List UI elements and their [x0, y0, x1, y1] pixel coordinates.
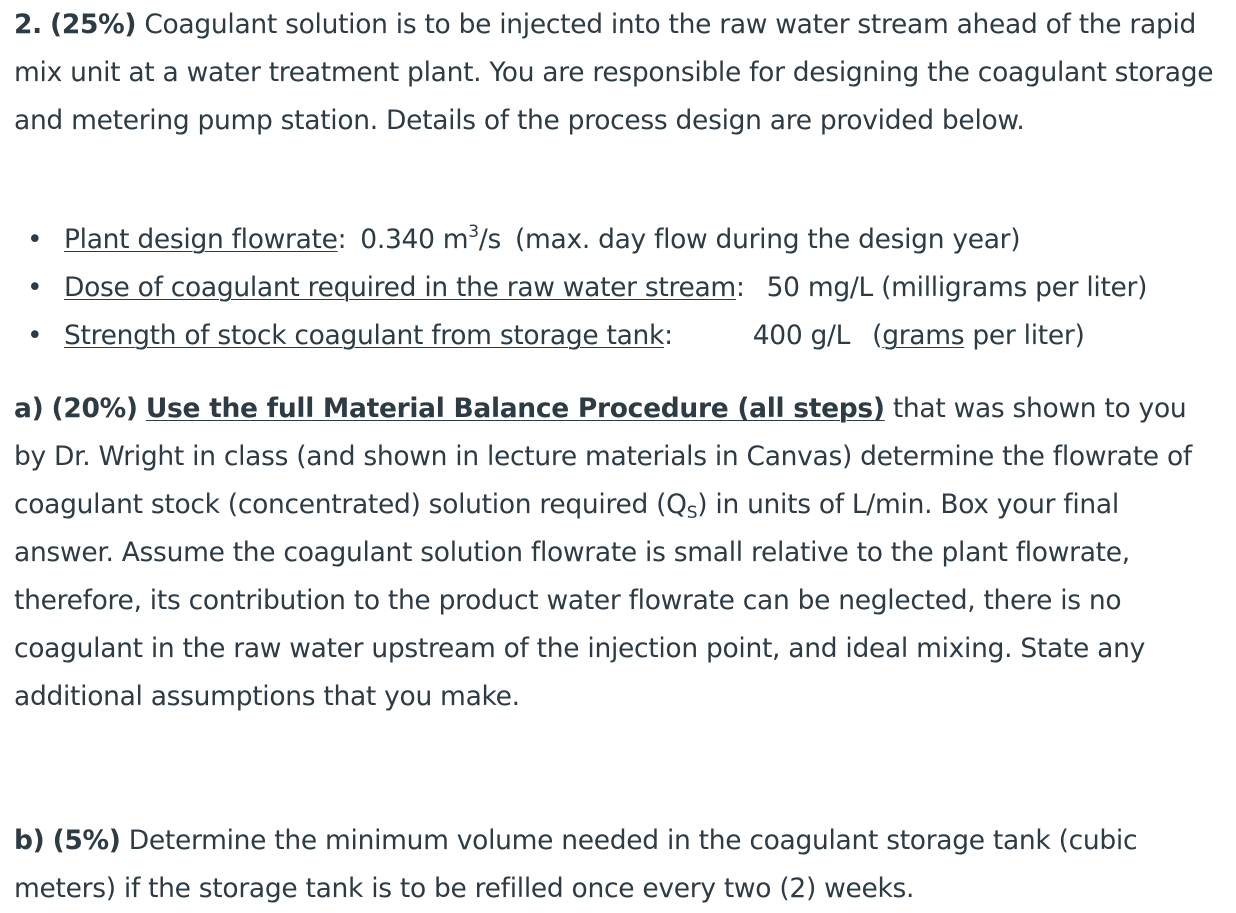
problem-number: 2.: [14, 9, 42, 40]
dose-colon: :: [735, 272, 745, 303]
flowrate-value: 0.340 $m^3/s$: [360, 222, 501, 255]
part-a-emphasis: Use the full Material Balance Procedure (all steps): [145, 393, 885, 424]
strength-note: (grams per liter): [872, 320, 1085, 351]
part-a-label: a): [14, 393, 44, 424]
part-b: [14, 817, 1219, 913]
part-a-text-2: ) in units of L/min. Box your final answer. Assume the coagulant solution flowrate is small relative to the plant flowrate, therefore, its contribution to the product water flowrate can be neglected, there is no coagulant in the raw water upstream of the injection point, and ideal mixing. State any additional assumptions that you make.: [14, 489, 1145, 712]
problem-weight: (25%): [50, 9, 137, 40]
strength-label: Strength of stock coagulant from storage tank: [64, 320, 665, 351]
problem-intro-text: Coagulant solution is to be injected into the raw water stream ahead of the rapid mix unit at a water treatment plant. You are responsible for designing the coagulant storage and metering pump station. Details of the process design are provided below.: [14, 9, 1214, 136]
list-item-dose: [14, 264, 1229, 312]
part-b-text: Determine the minimum volume needed in the coagulant storage tank (cubic meters) if the storage tank is to be refilled once every two (2) weeks.: [14, 825, 1138, 904]
bullet-icon: •: [27, 272, 43, 303]
part-a-weight: (20%): [51, 393, 138, 424]
design-details-list: [14, 216, 1229, 360]
strength-colon: :: [664, 320, 673, 351]
dose-label: Dose of coagulant required in the raw water stream: [64, 272, 736, 303]
strength-value: 400 g/L: [752, 320, 851, 351]
flowrate-label: Plant design flowrate: [64, 224, 338, 255]
bullet-icon: •: [27, 224, 43, 255]
part-a-text-1: that was shown to you by Dr. Wright in class (and shown in lecture materials in Canvas) determine the flowrate of coagulant stock (concentrated) solution required (Q: [14, 393, 1192, 520]
part-a-subscript: S: [686, 503, 698, 523]
bullet-icon: •: [27, 320, 43, 351]
flowrate-note: (max. day flow during the design year): [514, 224, 1021, 255]
flowrate-colon: :: [337, 224, 347, 255]
part-b-label: b): [14, 825, 45, 856]
part-b-weight: (5%): [52, 825, 121, 856]
part-a: [14, 385, 1219, 721]
list-item-strength: [14, 312, 1229, 360]
dose-note: (milligrams per liter): [881, 272, 1148, 303]
dose-value: 50 mg/L: [766, 272, 873, 303]
problem-intro: [14, 1, 1214, 145]
list-item-flowrate: [14, 216, 1229, 264]
